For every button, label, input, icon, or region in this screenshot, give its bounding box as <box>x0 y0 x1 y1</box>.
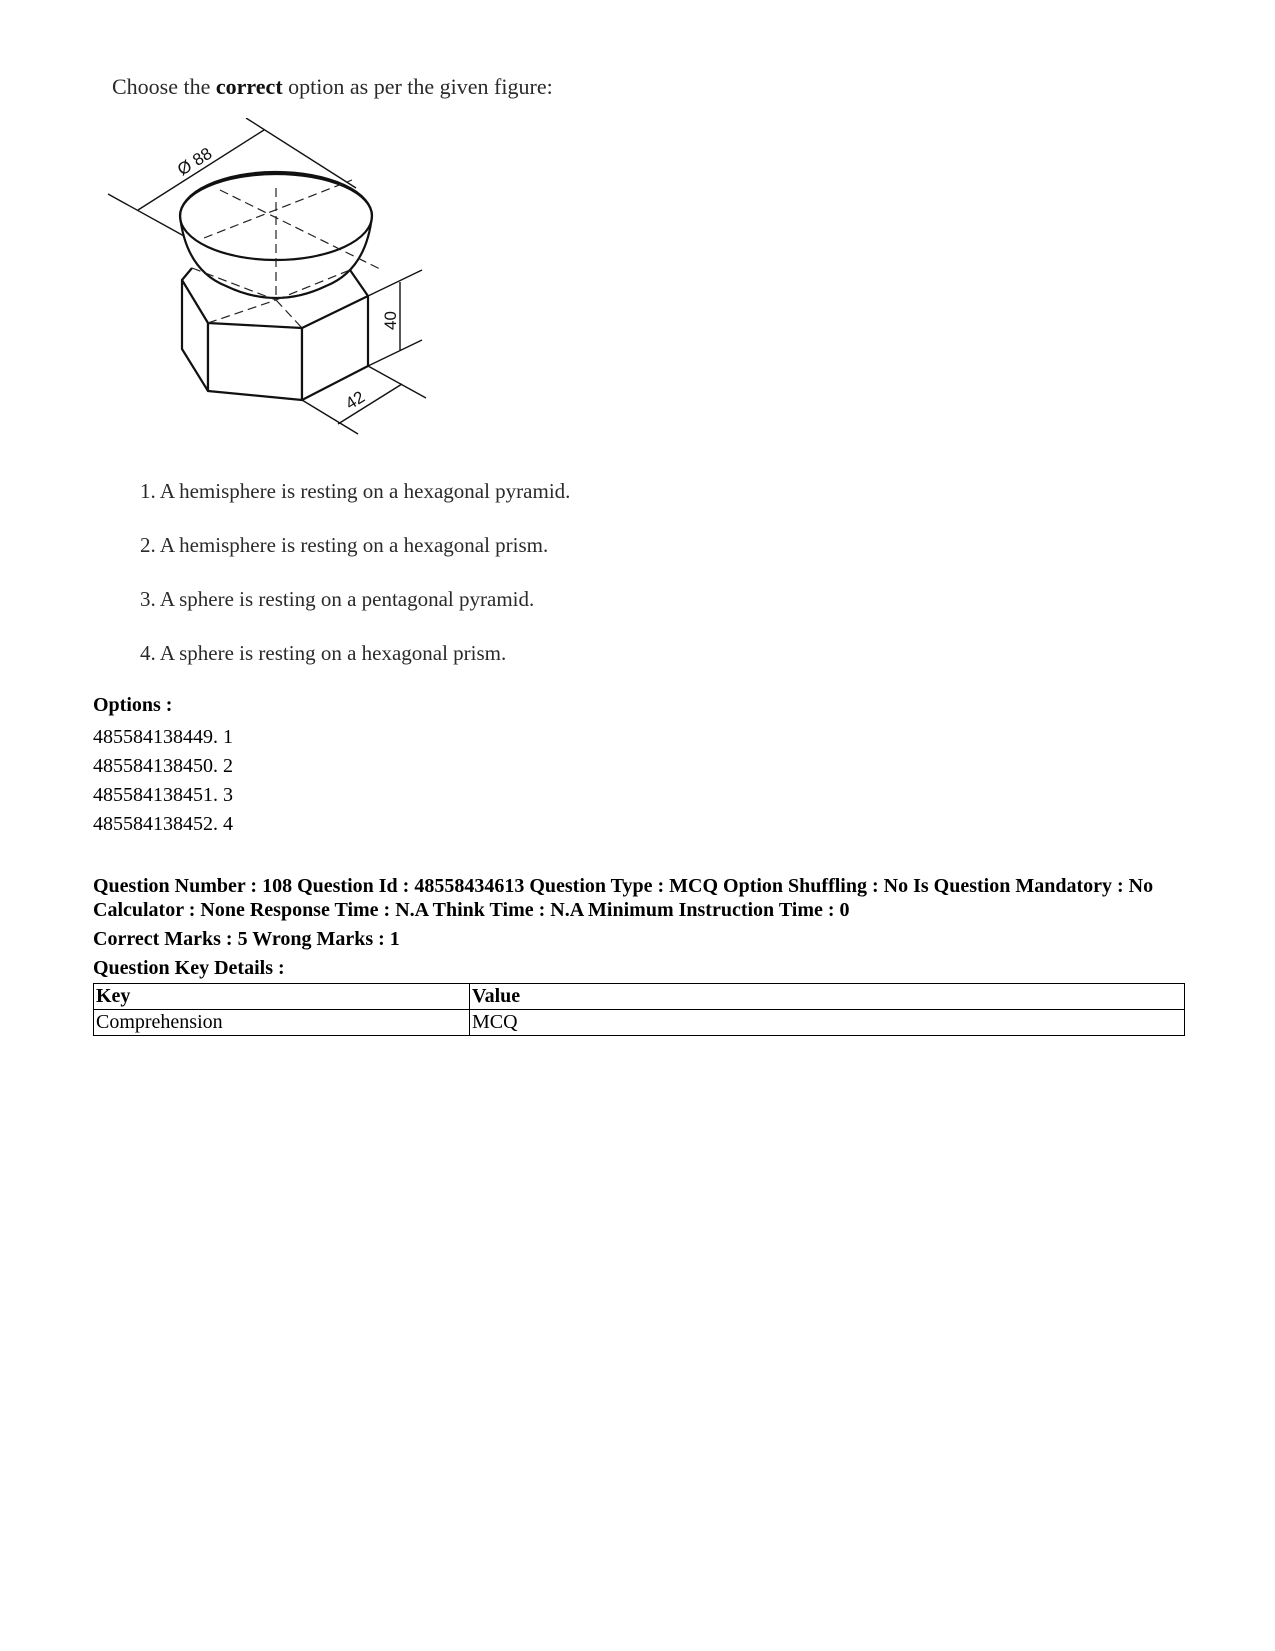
key-details-heading: Question Key Details : <box>93 957 285 979</box>
option-item: 485584138450. 2 <box>93 755 233 777</box>
table-header-row <box>94 984 1185 1010</box>
header-key: Key <box>94 984 470 1010</box>
cell-key: Comprehension <box>94 1010 470 1036</box>
question-marks: Correct Marks : 5 Wrong Marks : 1 <box>93 928 400 950</box>
dim-40-ext-top <box>368 270 422 296</box>
options-list <box>93 723 233 839</box>
choice-3: 3. A sphere is resting on a pentagonal pyramid. <box>140 587 535 611</box>
option-item: 485584138451. 3 <box>93 784 233 806</box>
table-row <box>94 1010 1185 1036</box>
question-prompt <box>112 74 553 100</box>
option-item: 485584138452. 4 <box>93 813 233 835</box>
key-details-table <box>93 983 1185 1036</box>
question-figure <box>100 118 460 468</box>
prompt-text-start: Choose the <box>112 74 216 99</box>
choice-1: 1. A hemisphere is resting on a hexagonal pyramid. <box>140 479 571 503</box>
choice-4: 4. A sphere is resting on a hexagonal prism. <box>140 641 507 665</box>
answer-choices <box>140 478 570 694</box>
prism-left-face <box>182 280 208 391</box>
hidden-edge-4 <box>276 300 302 328</box>
dim-40-label: 40 <box>381 311 400 330</box>
options-heading: Options : <box>93 694 173 716</box>
dim-88-ext-left <box>108 194 184 236</box>
prism-top-right-edge <box>350 270 368 296</box>
dim-88-label: Ø 88 <box>174 143 216 180</box>
dim-42-label: 42 <box>342 387 369 414</box>
question-meta: Question Number : 108 Question Id : 48558434613 Question Type : MCQ Option Shuffling : No Is Question Mandatory : No Calculator : None Response Time : N.A Think Time : N.A Minimum Instruction Time : 0 <box>93 875 1154 921</box>
prism-right-face <box>302 296 368 400</box>
cell-value: MCQ <box>470 1010 1185 1036</box>
dim-42-ext-right <box>368 366 426 398</box>
hidden-edge-3 <box>208 300 276 323</box>
header-value: Value <box>470 984 1185 1010</box>
dim-40-ext-bottom <box>368 340 422 366</box>
prompt-text-end: option as per the given figure: <box>282 74 553 99</box>
prism-top-back-edge <box>182 268 192 280</box>
prism-front-face <box>208 323 302 400</box>
choice-2: 2. A hemisphere is resting on a hexagonal prism. <box>140 533 549 557</box>
option-item: 485584138449. 1 <box>93 726 233 748</box>
prompt-emphasis: correct <box>215 74 283 99</box>
